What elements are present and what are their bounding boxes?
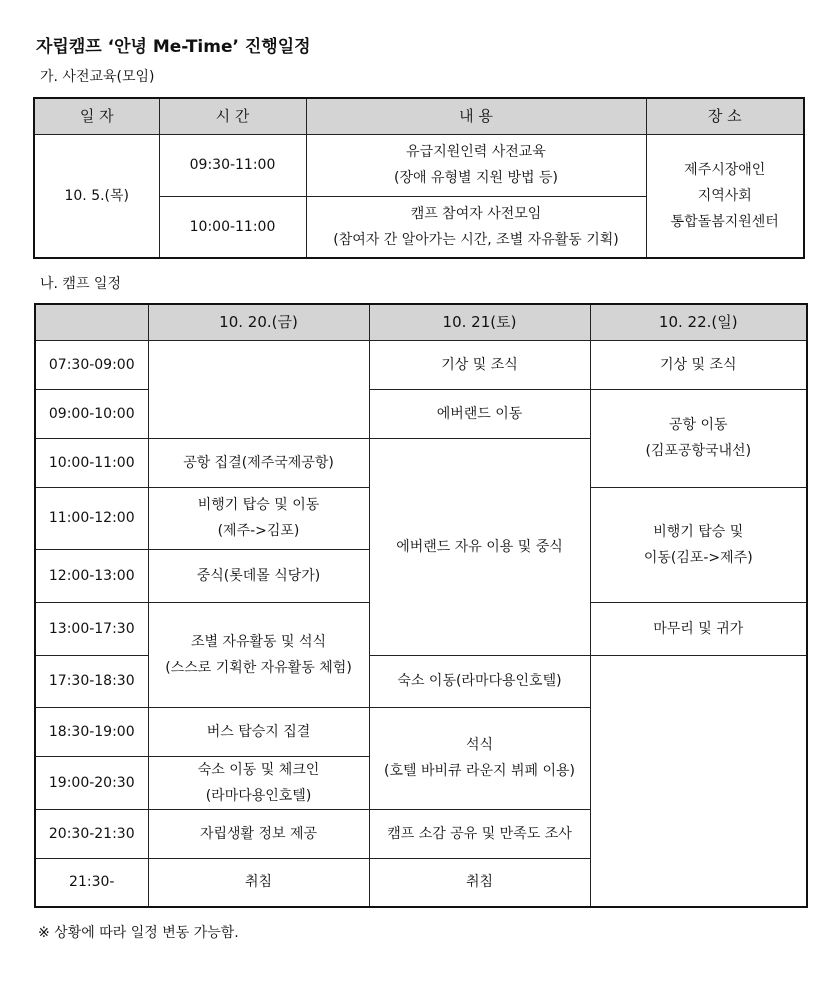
place-line: 지역사회: [697, 187, 752, 204]
time-slot: 09:00-10:00: [35, 389, 148, 438]
cell-line: 숙소 이동 및 체크인: [197, 761, 320, 778]
sun-board-plane: [590, 487, 807, 602]
time-slot: 19:00-20:30: [35, 756, 148, 809]
camp-schedule-table: [34, 303, 808, 908]
sat-move-everland: 에버랜드 이동: [369, 389, 590, 438]
cell-line: (스스로 기획한 자유활동 체험): [165, 659, 352, 676]
fri-empty-cell: [148, 340, 369, 438]
pre-education-table: [33, 97, 805, 259]
place-line: 제주시장애인: [684, 161, 766, 178]
date-cell: 10. 5.(목): [34, 134, 159, 258]
header-time: 시 간: [159, 98, 306, 134]
page-title: 자립캠프 ‘안녕 Me-Time’ 진행일정: [36, 37, 311, 57]
header-content: 내 용: [306, 98, 646, 134]
time-cell: 10:00-11:00: [159, 196, 306, 258]
content-line: (참여자 간 알아가는 시간, 조별 자유활동 기획): [333, 231, 619, 248]
header-date: 일 자: [34, 98, 159, 134]
time-slot: 18:30-19:00: [35, 707, 148, 756]
cell-line: 조별 자유활동 및 석식: [190, 633, 327, 650]
section-b-heading: 나. 캠프 일정: [40, 276, 121, 292]
time-slot: 12:00-13:00: [35, 549, 148, 602]
place-cell: [646, 134, 804, 258]
fri-lunch: 중식(롯데몰 식당가): [148, 549, 369, 602]
sun-wake: 기상 및 조식: [590, 340, 807, 389]
sun-finish: 마무리 및 귀가: [590, 602, 807, 655]
time-slot: 21:30-: [35, 858, 148, 907]
time-slot: 20:30-21:30: [35, 809, 148, 858]
fri-airport-gather: 공항 집결(제주국제공항): [148, 438, 369, 487]
fri-group-activity: [148, 602, 369, 707]
sat-wake: 기상 및 조식: [369, 340, 590, 389]
header-place: 장 소: [646, 98, 804, 134]
header-day-fri: 10. 20.(금): [148, 304, 369, 340]
fri-bus-gather: 버스 탑승지 집결: [148, 707, 369, 756]
sat-sleep: 취침: [369, 858, 590, 907]
header-day-sat: 10. 21(토): [369, 304, 590, 340]
sat-everland-free: 에버랜드 자유 이용 및 중식: [369, 438, 590, 655]
sat-survey: 캠프 소감 공유 및 만족도 조사: [369, 809, 590, 858]
time-slot: 07:30-09:00: [35, 340, 148, 389]
sun-empty-cell: [590, 655, 807, 907]
time-cell: 09:30-11:00: [159, 134, 306, 196]
time-slot: 10:00-11:00: [35, 438, 148, 487]
content-line: 유급지원인력 사전교육: [406, 144, 546, 160]
time-slot: 17:30-18:30: [35, 655, 148, 707]
cell-line: 공항 이동: [668, 417, 728, 433]
fri-checkin: [148, 756, 369, 809]
content-line: 캠프 참여자 사전모임: [410, 205, 542, 222]
cell-line: 석식: [465, 737, 494, 753]
cell-line: (제주->김포): [217, 523, 300, 539]
cell-line: (호텔 바비큐 라운지 뷔페 이용): [383, 763, 575, 779]
cell-line: (김포공항국내선): [645, 443, 752, 459]
content-cell: [306, 134, 646, 196]
fri-sleep: 취침: [148, 858, 369, 907]
place-line: 통합돌봄지원센터: [670, 213, 779, 230]
content-cell: [306, 196, 646, 258]
cell-line: 비행기 탑승 및 이동: [197, 497, 320, 513]
footnote: ※ 상황에 따라 일정 변동 가능함.: [38, 925, 239, 941]
cell-line: 비행기 탑승 및: [653, 523, 744, 540]
fri-board-plane: [148, 487, 369, 549]
section-a-heading: 가. 사전교육(모임): [40, 69, 155, 85]
time-slot: 11:00-12:00: [35, 487, 148, 549]
cell-line: 이동(김포->제주): [643, 549, 753, 566]
sun-move-airport: [590, 389, 807, 487]
sat-move-hotel: 숙소 이동(라마다용인호텔): [369, 655, 590, 707]
header-day-sun: 10. 22.(일): [590, 304, 807, 340]
cell-line: (라마다용인호텔): [205, 787, 312, 804]
time-slot: 13:00-17:30: [35, 602, 148, 655]
content-line: (장애 유형별 지원 방법 등): [394, 170, 558, 186]
sat-dinner: [369, 707, 590, 809]
fri-info: 자립생활 정보 제공: [148, 809, 369, 858]
header-blank: [35, 304, 148, 340]
